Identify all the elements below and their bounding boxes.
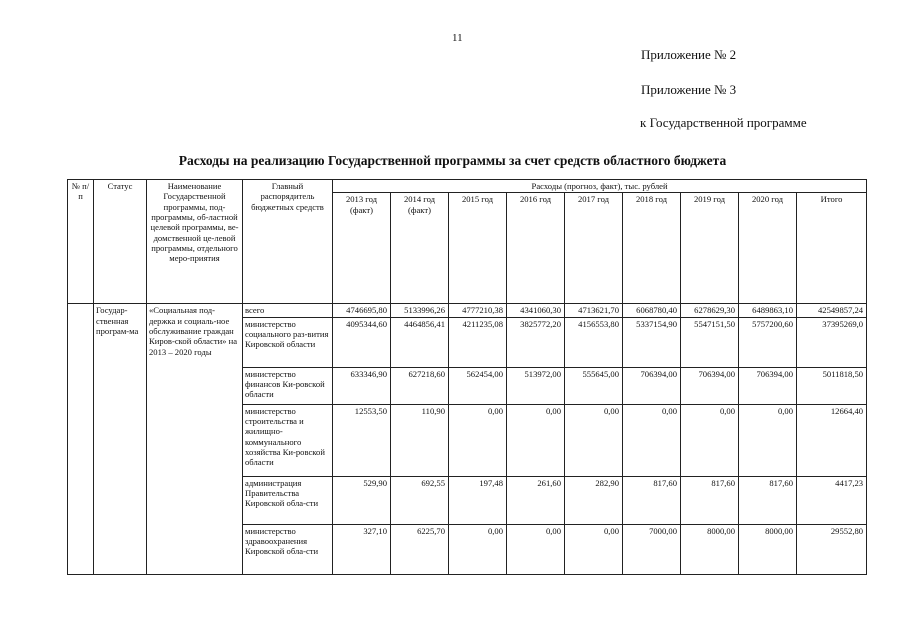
value-cell: 706394,00 xyxy=(739,367,797,404)
manager-cell: министерство социального раз-вития Кировской области xyxy=(243,317,333,367)
value-cell: 706394,00 xyxy=(623,367,681,404)
header-name: Наименование Государственной программы, под-программы, об-ластной целевой программы, ве-домственной це-левой программы, отдельного меро-приятия xyxy=(147,180,243,304)
total-cell: 29552,80 xyxy=(797,524,867,574)
value-cell: 817,60 xyxy=(623,476,681,524)
value-cell: 6225,70 xyxy=(391,524,449,574)
value-cell: 555645,00 xyxy=(565,367,623,404)
value-cell: 4211235,08 xyxy=(449,317,507,367)
value-cell: 0,00 xyxy=(507,404,565,476)
value-cell: 4746695,80 xyxy=(333,304,391,317)
value-cell: 6489863,10 xyxy=(739,304,797,317)
header-status: Статус xyxy=(94,180,147,304)
value-cell: 5757200,60 xyxy=(739,317,797,367)
value-cell: 282,90 xyxy=(565,476,623,524)
expenses-table xyxy=(67,179,867,575)
value-cell: 0,00 xyxy=(739,404,797,476)
header-year: 2020 год xyxy=(739,193,797,304)
value-cell: 4713621,70 xyxy=(565,304,623,317)
manager-cell: всего xyxy=(243,304,333,317)
value-cell: 5337154,90 xyxy=(623,317,681,367)
appendix-line-2: Приложение № 3 xyxy=(641,82,737,97)
value-cell: 5547151,50 xyxy=(681,317,739,367)
value-cell: 817,60 xyxy=(739,476,797,524)
value-cell: 692,55 xyxy=(391,476,449,524)
total-cell: 4417,23 xyxy=(797,476,867,524)
total-cell: 12664,40 xyxy=(797,404,867,476)
manager-cell: министерство здравоохранения Кировской обла-сти xyxy=(243,524,333,574)
header-num: № п/п xyxy=(68,180,94,304)
value-cell: 0,00 xyxy=(449,404,507,476)
value-cell: 4156553,80 xyxy=(565,317,623,367)
value-cell: 513972,00 xyxy=(507,367,565,404)
manager-cell: министерство финансов Ки-ровской области xyxy=(243,367,333,404)
value-cell: 6278629,30 xyxy=(681,304,739,317)
value-cell: 3825772,20 xyxy=(507,317,565,367)
value-cell: 627218,60 xyxy=(391,367,449,404)
document-title: Расходы на реализацию Государственной программы за счет средств областного бюджета xyxy=(178,153,727,168)
table-row xyxy=(68,304,867,317)
header-year: 2019 год xyxy=(681,193,739,304)
value-cell: 0,00 xyxy=(623,404,681,476)
total-cell: 42549857,24 xyxy=(797,304,867,317)
value-cell: 261,60 xyxy=(507,476,565,524)
manager-cell: министерство строительства и жилищно-коммунального хозяйства Ки-ровской области xyxy=(243,404,333,476)
value-cell: 0,00 xyxy=(681,404,739,476)
value-cell: 5133996,26 xyxy=(391,304,449,317)
header-expenses: Расходы (прогноз, факт), тыс. рублей xyxy=(333,180,867,193)
header-year: 2015 год xyxy=(449,193,507,304)
value-cell: 110,90 xyxy=(391,404,449,476)
value-cell: 7000,00 xyxy=(623,524,681,574)
value-cell: 8000,00 xyxy=(681,524,739,574)
program-name-cell: «Социальная под-держка и социаль-ное обслуживание граждан Киров-ской области» на 2013 – 2020 годы xyxy=(147,304,243,574)
total-cell: 5011818,50 xyxy=(797,367,867,404)
value-cell: 633346,90 xyxy=(333,367,391,404)
manager-cell: администрация Правительства Кировской обла-сти xyxy=(243,476,333,524)
header-total: Итого xyxy=(797,193,867,304)
value-cell: 197,48 xyxy=(449,476,507,524)
header-year: 2014 год (факт) xyxy=(391,193,449,304)
value-cell: 4464856,41 xyxy=(391,317,449,367)
appendix-line-3: к Государственной программе xyxy=(640,115,807,130)
value-cell: 12553,50 xyxy=(333,404,391,476)
value-cell: 817,60 xyxy=(681,476,739,524)
total-cell: 37395269,0 xyxy=(797,317,867,367)
value-cell: 0,00 xyxy=(565,524,623,574)
header-year: 2016 год xyxy=(507,193,565,304)
header-year: 2017 год xyxy=(565,193,623,304)
header-manager: Главный распорядитель бюджетных средств xyxy=(243,180,333,304)
header-year: 2018 год xyxy=(623,193,681,304)
value-cell: 6068780,40 xyxy=(623,304,681,317)
value-cell: 4341060,30 xyxy=(507,304,565,317)
appendix-line-1: Приложение № 2 xyxy=(641,47,737,62)
value-cell: 8000,00 xyxy=(739,524,797,574)
value-cell: 529,90 xyxy=(333,476,391,524)
value-cell: 0,00 xyxy=(565,404,623,476)
value-cell: 4095344,60 xyxy=(333,317,391,367)
value-cell: 562454,00 xyxy=(449,367,507,404)
value-cell: 0,00 xyxy=(449,524,507,574)
value-cell: 4777210,38 xyxy=(449,304,507,317)
page-number: 11 xyxy=(452,32,463,44)
value-cell: 327,10 xyxy=(333,524,391,574)
value-cell: 706394,00 xyxy=(681,367,739,404)
status-cell: Государ-ственная програм-ма xyxy=(94,304,147,574)
header-year: 2013 год (факт) xyxy=(333,193,391,304)
row-num-cell xyxy=(68,304,94,574)
value-cell: 0,00 xyxy=(507,524,565,574)
